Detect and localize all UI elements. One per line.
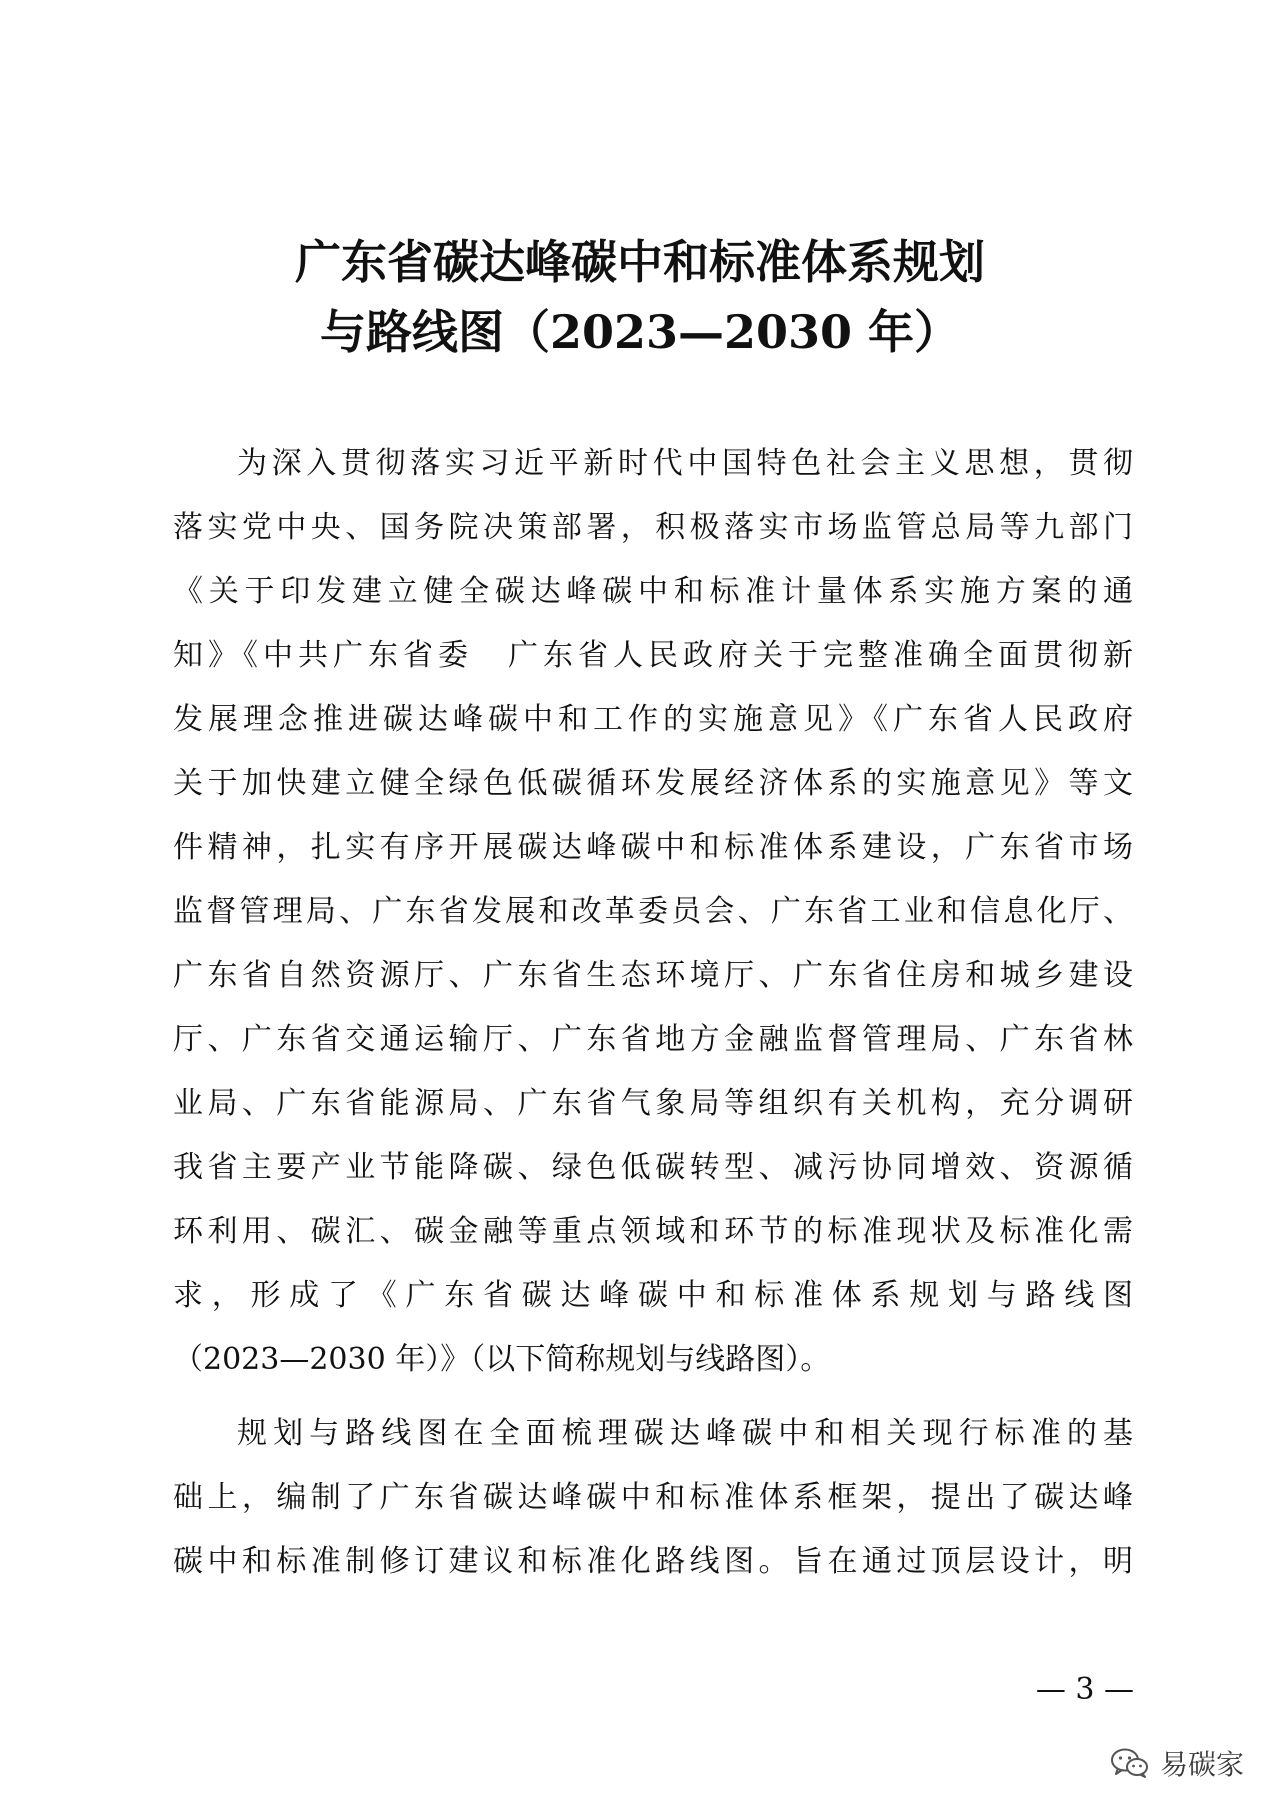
body-line: 碳中和标准制修订建议和标准化路线图。旨在通过顶层设计，明 bbox=[173, 1544, 1133, 1579]
wechat-icon bbox=[1110, 1747, 1150, 1779]
body-line: 知》《中共广东省委 广东省人民政府关于完整准确全面贯彻新 bbox=[173, 638, 1133, 673]
watermark-text: 易碳家 bbox=[1159, 1748, 1244, 1781]
body-line: 监督管理局、广东省发展和改革委员会、广东省工业和信息化厅、 bbox=[173, 894, 1133, 929]
body-line: 环利用、碳汇、碳金融等重点领域和环节的标准现状及标准化需 bbox=[173, 1214, 1133, 1249]
body-line: 广东省自然资源厅、广东省生态环境厅、广东省住房和城乡建设 bbox=[173, 958, 1133, 993]
body-line-last: （2023—2030 年）》（以下简称规划与线路图）。 bbox=[173, 1342, 831, 1377]
body-line: 厅、广东省交通运输厅、广东省地方金融监督管理局、广东省林 bbox=[173, 1022, 1133, 1057]
watermark bbox=[1110, 1743, 1244, 1783]
document-title bbox=[0, 228, 1280, 366]
body-line: 件精神，扎实有序开展碳达峰碳中和标准体系建设，广东省市场 bbox=[173, 830, 1133, 865]
body-line: 为深入贯彻落实习近平新时代中国特色社会主义思想，贯彻 bbox=[237, 446, 1133, 481]
body-line: 规划与路线图在全面梳理碳达峰碳中和相关现行标准的基 bbox=[237, 1416, 1133, 1451]
body-line: 发展理念推进碳达峰碳中和工作的实施意见》《广东省人民政府 bbox=[173, 702, 1133, 737]
body-line: 落实党中央、国务院决策部署，积极落实市场监管总局等九部门 bbox=[173, 510, 1133, 545]
body-line: 础上，编制了广东省碳达峰碳中和标准体系框架，提出了碳达峰 bbox=[173, 1480, 1133, 1515]
body-line: 我省主要产业节能降碳、绿色低碳转型、减污协同增效、资源循 bbox=[173, 1150, 1133, 1185]
body-line: 求，形成了《广东省碳达峰碳中和标准体系规划与路线图 bbox=[173, 1278, 1133, 1313]
body-text bbox=[173, 432, 1133, 1594]
body-line: 业局、广东省能源局、广东省气象局等组织有关机构，充分调研 bbox=[173, 1086, 1133, 1121]
body-line: 《关于印发建立健全碳达峰碳中和标准计量体系实施方案的通 bbox=[173, 574, 1133, 609]
title-line-2: 与路线图（2023—2030 年） bbox=[319, 305, 961, 359]
title-line-1: 广东省碳达峰碳中和标准体系规划 bbox=[295, 235, 985, 289]
page-number: — 3 — bbox=[1035, 1672, 1134, 1707]
body-line: 关于加快建立健全绿色低碳循环发展经济体系的实施意见》等文 bbox=[173, 766, 1133, 801]
